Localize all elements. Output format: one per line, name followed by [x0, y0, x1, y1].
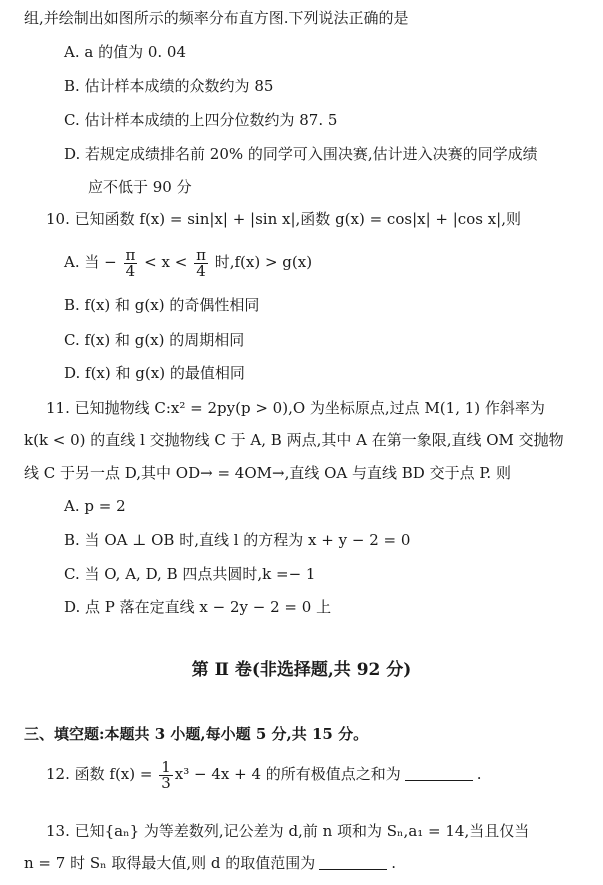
q9-option-c: C. 估计样本成绩的上四分位数约为 87. 5 [64, 111, 338, 129]
q10-option-b: B. f(x) 和 g(x) 的奇偶性相同 [64, 296, 260, 314]
fraction-numerator: 1 [161, 757, 171, 776]
q9-option-a: A. a 的值为 0. 04 [64, 43, 187, 61]
q10-a-prefix: A. 当 − [64, 253, 117, 271]
q10-option-c: C. f(x) 和 g(x) 的周期相同 [64, 331, 245, 349]
q10-a-middle: < x < [144, 253, 188, 271]
q10-stem: 10. 已知函数 f(x) = sin|x| + |sin x|,函数 g(x) = cos|x| + |cos x|,则 [46, 210, 521, 228]
fraction-denominator: 4 [125, 261, 136, 280]
fraction-numerator: π [196, 245, 206, 264]
q11-stem-line1: 11. 已知抛物线 C:x² = 2py(p > 0),O 为坐标原点,过点 M(1, 1) 作斜率为 [46, 399, 545, 417]
q11-option-b: B. 当 OA ⊥ OB 时,直线 l 的方程为 x + y − 2 = 0 [64, 531, 411, 549]
q13-text: n = 7 时 Sₙ 取得最大值,则 d 的取值范围为 [24, 854, 316, 872]
q13-line2 [24, 853, 396, 873]
q11-option-c: C. 当 O, A, D, B 四点共圆时,k =− 1 [64, 565, 316, 583]
q9-option-d-line2: 应不低于 90 分 [88, 178, 192, 196]
q11-stem-line3: 线 C 于另一点 D,其中 OD→ = 4OM→,直线 OA 与直线 BD 交于点 P. 则 [24, 464, 511, 482]
q9-stem-continued: 组,并绘制出如图所示的频率分布直方图.下列说法正确的是 [24, 9, 409, 27]
q13-end: . [391, 854, 397, 872]
q10-a-suffix: 时,f(x) > g(x) [214, 253, 313, 271]
q11-stem-line2: k(k < 0) 的直线 l 交抛物线 C 于 A, B 两点,其中 A 在第一象限,直线 OM 交抛物 [24, 431, 564, 449]
q10-a-fraction-1 [124, 245, 138, 280]
q12 [46, 758, 482, 791]
part-three-heading: 三、填空题:本题共 3 小题,每小题 5 分,共 15 分。 [24, 725, 369, 743]
q12-suffix: x³ − 4x + 4 的所有极值点之和为 [174, 765, 401, 783]
q10-option-d: D. f(x) 和 g(x) 的最值相同 [64, 364, 245, 382]
q12-fraction [159, 757, 173, 792]
fraction-denominator: 3 [161, 773, 171, 792]
answer-blank [405, 766, 473, 781]
q11-option-a: A. p = 2 [64, 497, 126, 515]
q10-a-fraction-2 [194, 245, 208, 280]
q12-end: . [476, 765, 482, 783]
q10-option-a [64, 246, 312, 279]
answer-blank [319, 855, 387, 870]
q9-option-b: B. 估计样本成绩的众数约为 85 [64, 77, 274, 95]
q12-prefix: 12. 函数 f(x) = [46, 765, 153, 783]
section-title: 第 Ⅱ 卷(非选择题,共 92 分) [191, 660, 412, 680]
fraction-numerator: π [125, 245, 136, 264]
q11-option-d: D. 点 P 落在定直线 x − 2y − 2 = 0 上 [64, 598, 332, 616]
fraction-denominator: 4 [196, 261, 206, 280]
q9-option-d-line1: D. 若规定成绩排名前 20% 的同学可入围决赛,估计进入决赛的同学成绩 [64, 145, 538, 163]
q13-line1: 13. 已知{aₙ} 为等差数列,记公差为 d,前 n 项和为 Sₙ,a₁ = 14,当且仅当 [46, 822, 530, 840]
